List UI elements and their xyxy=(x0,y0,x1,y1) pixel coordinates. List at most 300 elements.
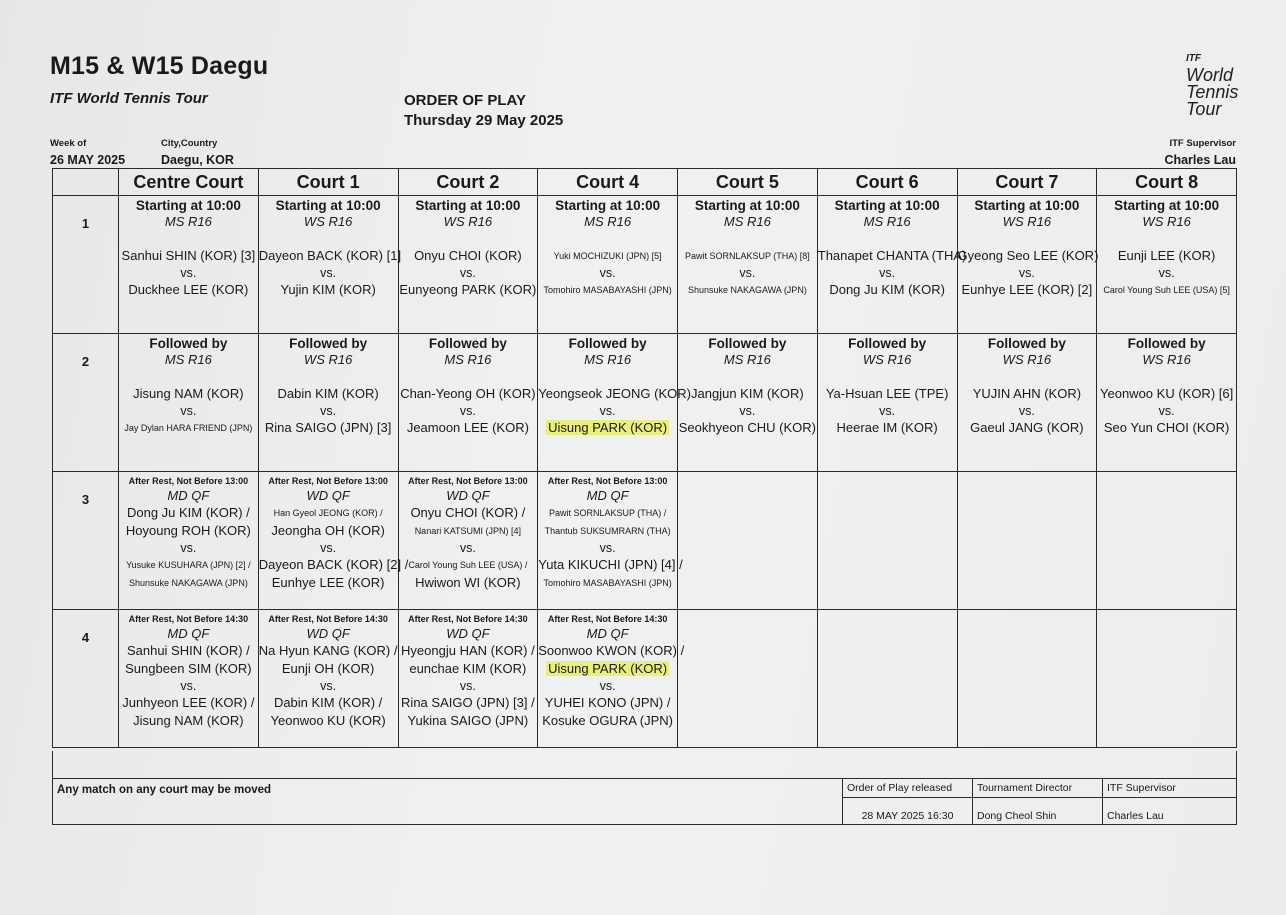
event-round: WS R16 xyxy=(1002,352,1052,367)
match-cell xyxy=(398,334,538,472)
event-round: WS R16 xyxy=(862,352,912,367)
city-block xyxy=(161,136,234,168)
team-1-player-name: Eunji OH (KOR) xyxy=(281,661,375,676)
team-2-player xyxy=(259,694,398,712)
team-2-player xyxy=(538,694,677,712)
team-1-player-name: Jeongha OH (KOR) xyxy=(271,523,385,538)
match-cell xyxy=(258,196,402,334)
match-cell xyxy=(538,472,683,610)
player-2-name: Gaeul JANG (KOR) xyxy=(970,420,1084,435)
row-number: 1 xyxy=(53,196,119,334)
match-cell-content xyxy=(678,336,817,471)
event-round: MS R16 xyxy=(723,214,771,229)
spacer xyxy=(818,368,957,385)
match-cell-content xyxy=(678,472,817,607)
versus-label: vs. xyxy=(1158,266,1175,280)
team-2-player xyxy=(259,712,398,730)
start-time: Followed by xyxy=(568,336,647,351)
player-1 xyxy=(399,385,538,403)
order-title: ORDER OF PLAY xyxy=(404,92,526,109)
player-2 xyxy=(1097,419,1236,437)
match-cell-content xyxy=(538,336,691,471)
team-2-player xyxy=(538,556,683,574)
versus-label: vs. xyxy=(1158,404,1175,418)
spacer xyxy=(259,368,398,385)
match-row xyxy=(53,334,1237,472)
start-time: Starting at 10:00 xyxy=(694,198,800,213)
start-time: Followed by xyxy=(987,336,1066,351)
player-1-name: Sanhui SHIN (KOR) [3] xyxy=(121,248,256,263)
player-1-name: Onyu CHOI (KOR) xyxy=(414,248,522,263)
event-round: WD QF xyxy=(306,488,350,503)
player-1 xyxy=(259,385,398,403)
player-1-name: Yuki MOCHIZUKI (JPN) [5] xyxy=(553,251,662,261)
spacer xyxy=(399,230,538,247)
player-2-name: Seokhyeon CHU (KOR) xyxy=(678,420,817,435)
start-note: After Rest, Not Before 13:00 xyxy=(408,476,528,486)
match-cell xyxy=(957,334,1097,472)
court-header: Court 4 xyxy=(538,169,678,196)
event-round: MS R16 xyxy=(164,214,212,229)
team-1-player-name: Sungbeen SIM (KOR) xyxy=(125,661,252,676)
match-cell-content xyxy=(119,474,258,609)
row-number: 4 xyxy=(53,610,119,748)
player-2 xyxy=(399,419,538,437)
match-cell xyxy=(258,334,398,472)
player-2 xyxy=(678,419,817,437)
released-value: 28 MAY 2025 16:30 xyxy=(843,798,973,825)
versus-label: vs. xyxy=(320,404,337,418)
team-2-player xyxy=(119,694,258,712)
start-time: Followed by xyxy=(1127,336,1206,351)
event-round: WD QF xyxy=(446,488,490,503)
team-2-player-name: Carol Young Suh LEE (USA) / xyxy=(408,560,528,570)
court-header: Court 7 xyxy=(957,169,1097,196)
player-2-name: Rina SAIGO (JPN) [3] xyxy=(264,420,392,435)
event-round: WS R16 xyxy=(1142,352,1191,367)
team-2-player-name: Yusuke KUSUHARA (JPN) [2] / xyxy=(126,560,251,570)
city-label: City,Country xyxy=(161,138,218,149)
versus-label: vs. xyxy=(459,679,476,693)
player-2 xyxy=(119,281,258,299)
team-2-player xyxy=(538,712,677,730)
spacer xyxy=(538,230,677,247)
player-1-name: Thanapet CHANTA (THA) xyxy=(817,248,967,263)
team-2-player xyxy=(399,556,538,574)
versus-label: vs. xyxy=(739,266,756,280)
player-2 xyxy=(818,419,957,437)
team-1-player-name: Hoyoung ROH (KOR) xyxy=(125,523,251,538)
court-header: Court 2 xyxy=(398,169,538,196)
player-2 xyxy=(259,281,398,299)
start-note: After Rest, Not Before 14:30 xyxy=(547,614,668,624)
row-number: 3 xyxy=(53,472,119,610)
event-round: MD QF xyxy=(167,488,210,503)
team-1-player xyxy=(259,522,398,540)
event-round: WS R16 xyxy=(1142,214,1191,229)
match-cell xyxy=(678,334,818,472)
team-2-player xyxy=(119,574,258,592)
start-note: After Rest, Not Before 13:00 xyxy=(268,476,388,486)
spacer xyxy=(678,230,817,247)
start-time: Starting at 10:00 xyxy=(275,198,381,213)
versus-label: vs. xyxy=(879,266,896,280)
spacer xyxy=(119,368,258,385)
team-2-player xyxy=(258,556,409,574)
player-2-name: Duckhee LEE (KOR) xyxy=(128,282,249,297)
match-cell xyxy=(398,472,538,610)
match-cell-content xyxy=(258,474,409,609)
team-1-player xyxy=(399,522,538,540)
match-cell xyxy=(119,472,259,610)
player-2 xyxy=(538,419,677,437)
team-2-player xyxy=(119,712,258,730)
match-cell xyxy=(817,610,957,748)
match-cell xyxy=(1097,196,1237,334)
match-cell xyxy=(957,472,1097,610)
team-1-player-name: Han Gyeol JEONG (KOR) / xyxy=(273,508,383,518)
versus-label: vs. xyxy=(320,541,337,555)
event-round: WS R16 xyxy=(1002,214,1052,229)
match-cell-content xyxy=(958,610,1097,745)
event-round: MS R16 xyxy=(584,214,632,229)
match-cell xyxy=(1097,334,1237,472)
event-round: MS R16 xyxy=(584,352,632,367)
versus-label: vs. xyxy=(459,404,476,418)
versus-label: vs. xyxy=(1018,266,1035,280)
match-cell xyxy=(678,472,818,610)
versus-label: vs. xyxy=(459,541,476,555)
player-1 xyxy=(119,385,258,403)
event-round: WS R16 xyxy=(443,214,493,229)
spacer xyxy=(538,368,677,385)
team-2-player-name: Junhyeon LEE (KOR) / xyxy=(122,695,255,710)
match-cell-content xyxy=(817,198,967,333)
supervisor-value: Charles Lau xyxy=(1164,153,1236,167)
order-of-play-table xyxy=(52,168,1237,748)
player-1-name: Gyeong Seo LEE (KOR) xyxy=(957,248,1099,263)
team-1-player xyxy=(538,522,677,540)
team-1-player-name: Dong Ju KIM (KOR) / xyxy=(126,505,250,520)
team-1-player xyxy=(538,504,677,522)
spacer xyxy=(678,368,817,385)
team-2-player-name: Dayeon BACK (KOR) [2] / xyxy=(258,557,409,572)
player-1 xyxy=(818,385,957,403)
team-2-player-name: Kosuke OGURA (JPN) xyxy=(542,713,673,728)
team-2-player-name: Eunhye LEE (KOR) xyxy=(271,575,385,590)
team-1-player xyxy=(538,660,677,678)
tournament-title: M15 & W15 Daegu xyxy=(50,52,269,80)
match-cell xyxy=(678,196,818,334)
move-notice: Any match on any court may be moved xyxy=(53,779,843,798)
team-2-player-name: Hwiwon WI (KOR) xyxy=(415,575,521,590)
match-cell xyxy=(1097,610,1237,748)
team-1-player-name: Nanari KATSUMI (JPN) [4] xyxy=(414,526,522,536)
start-note: After Rest, Not Before 13:00 xyxy=(547,476,668,486)
match-row xyxy=(53,472,1237,610)
event-round: WS R16 xyxy=(303,352,353,367)
player-2-name: Eunyeong PARK (KOR) xyxy=(399,282,537,297)
team-1-player-name: Uisung PARK (KOR) xyxy=(548,661,668,676)
start-time: Followed by xyxy=(149,336,228,351)
team-1-player xyxy=(119,522,258,540)
player-1 xyxy=(538,247,677,265)
court-header-row xyxy=(53,169,1237,196)
player-2 xyxy=(538,281,677,299)
start-note: After Rest, Not Before 13:00 xyxy=(128,476,249,486)
versus-label: vs. xyxy=(879,404,896,418)
team-2-player xyxy=(399,712,538,730)
event-round: WD QF xyxy=(446,626,490,641)
match-cell-content xyxy=(538,198,677,333)
spacer xyxy=(818,230,957,247)
match-cell-content xyxy=(818,336,957,471)
match-cell xyxy=(398,196,538,334)
match-cell-content xyxy=(1097,610,1236,745)
team-2-player-name: Shunsuke NAKAGAWA (JPN) xyxy=(128,578,248,588)
team-2-player-name: Yukina SAIGO (JPN) xyxy=(407,713,529,728)
player-2-name: Jay Dylan HARA FRIEND (JPN) xyxy=(124,423,253,433)
versus-label: vs. xyxy=(599,404,616,418)
corner-cell xyxy=(53,169,119,196)
player-1-name: Jisung NAM (KOR) xyxy=(133,386,244,401)
match-cell xyxy=(538,196,678,334)
match-cell xyxy=(538,610,685,748)
match-cell-content xyxy=(119,198,258,333)
match-cell xyxy=(678,610,818,748)
blank-row xyxy=(52,751,1237,778)
versus-label: vs. xyxy=(599,266,616,280)
court-header: Court 8 xyxy=(1097,169,1237,196)
event-round: MS R16 xyxy=(164,352,212,367)
match-cell xyxy=(119,610,259,748)
player-1-name: Dayeon BACK (KOR) [1] xyxy=(258,248,402,263)
supervisor-label: ITF Supervisor xyxy=(1169,138,1236,149)
team-2-player xyxy=(399,574,538,592)
player-1-name: Yeonwoo KU (KOR) [6] xyxy=(1100,386,1234,401)
player-1 xyxy=(678,247,817,265)
team-1-player-name: Hyeongju HAN (KOR) / xyxy=(401,643,535,658)
team-1-player xyxy=(538,642,685,660)
versus-label: vs. xyxy=(180,266,197,280)
footer-supervisor-label: ITF Supervisor xyxy=(1103,779,1237,798)
match-cell-content xyxy=(1097,336,1236,471)
city-value: Daegu, KOR xyxy=(161,153,234,167)
player-1 xyxy=(119,247,258,265)
footer-blank xyxy=(53,798,843,825)
start-time: Followed by xyxy=(428,336,507,351)
player-2-name: Eunhye LEE (KOR) [2] xyxy=(961,282,1093,297)
team-1-player-name: Na Hyun KANG (KOR) / xyxy=(258,643,398,658)
spacer xyxy=(119,230,258,247)
match-cell xyxy=(258,610,398,748)
player-1-name: Chan-Yeong OH (KOR) xyxy=(400,386,536,401)
event-round: MD QF xyxy=(586,488,629,503)
versus-label: vs. xyxy=(180,404,197,418)
player-1-name: Dabin KIM (KOR) xyxy=(277,386,379,401)
match-cell-content xyxy=(399,336,538,471)
versus-label: vs. xyxy=(599,541,616,555)
team-1-player xyxy=(259,660,398,678)
team-2-player xyxy=(538,574,677,592)
player-2-name: Yujin KIM (KOR) xyxy=(280,282,376,297)
start-note: After Rest, Not Before 14:30 xyxy=(128,614,249,624)
start-time: Starting at 10:00 xyxy=(1114,198,1220,213)
versus-label: vs. xyxy=(180,679,197,693)
player-1 xyxy=(958,385,1097,403)
footer-supervisor-value: Charles Lau xyxy=(1103,798,1237,825)
player-1 xyxy=(817,247,967,265)
order-of-play-heading xyxy=(404,91,563,131)
start-time: Starting at 10:00 xyxy=(555,198,661,213)
player-2 xyxy=(119,419,258,437)
player-2-name: Seo Yun CHOI (KOR) xyxy=(1103,420,1230,435)
match-cell xyxy=(957,196,1097,334)
team-2-player xyxy=(119,556,258,574)
spacer xyxy=(1097,230,1236,247)
start-note: After Rest, Not Before 14:30 xyxy=(408,614,528,624)
team-1-player-name: Sanhui SHIN (KOR) / xyxy=(126,643,250,658)
event-round: WD QF xyxy=(306,626,350,641)
start-time: Followed by xyxy=(289,336,368,351)
match-cell-content xyxy=(258,198,402,333)
match-cell xyxy=(119,334,259,472)
versus-label: vs. xyxy=(320,679,337,693)
week-block xyxy=(50,136,125,168)
match-cell-content xyxy=(678,198,817,333)
player-2 xyxy=(958,419,1097,437)
player-1 xyxy=(958,247,1097,265)
team-2-player xyxy=(259,574,398,592)
team-1-player xyxy=(119,660,258,678)
match-cell-content xyxy=(119,336,258,471)
match-cell-content xyxy=(1097,198,1236,333)
team-1-player-name: Pawit SORNLAKSUP (THA) / xyxy=(548,508,667,518)
player-2 xyxy=(958,281,1097,299)
match-cell-content xyxy=(958,472,1097,607)
director-label: Tournament Director xyxy=(973,779,1103,798)
match-cell-content xyxy=(399,198,538,333)
match-cell-content xyxy=(1097,472,1236,607)
match-cell xyxy=(817,472,957,610)
player-1 xyxy=(1097,385,1236,403)
match-cell xyxy=(957,610,1097,748)
order-date: Thursday 29 May 2025 xyxy=(404,112,564,129)
team-2-player-name: Yeonwoo KU (KOR) xyxy=(270,713,386,728)
event-round: WS R16 xyxy=(303,214,353,229)
team-1-player xyxy=(399,660,538,678)
team-1-player xyxy=(259,504,398,522)
row-number: 2 xyxy=(53,334,119,472)
match-cell xyxy=(258,472,409,610)
player-2 xyxy=(259,419,398,437)
match-cell xyxy=(1097,472,1237,610)
player-2 xyxy=(818,281,957,299)
match-cell-content xyxy=(538,612,685,747)
footer-table xyxy=(52,778,1237,825)
spacer xyxy=(1097,368,1236,385)
versus-label: vs. xyxy=(180,541,197,555)
team-2-player xyxy=(399,694,538,712)
team-2-player-name: Rina SAIGO (JPN) [3] / xyxy=(401,695,535,710)
player-2-name: Shunsuke NAKAGAWA (JPN) xyxy=(687,285,807,295)
player-2-name: Jeamoon LEE (KOR) xyxy=(406,420,529,435)
week-value: 26 MAY 2025 xyxy=(50,153,126,167)
team-1-player-name: eunchae KIM (KOR) xyxy=(409,661,527,676)
match-cell xyxy=(119,196,259,334)
player-1 xyxy=(399,247,538,265)
director-value: Dong Cheol Shin xyxy=(973,798,1103,825)
match-cell-content xyxy=(399,612,538,747)
week-label: Week of xyxy=(50,138,87,149)
itf-world-tennis-tour-logo: ITF World Tennis Tour xyxy=(1186,53,1239,119)
start-time: Followed by xyxy=(848,336,927,351)
player-1-name: Eunji LEE (KOR) xyxy=(1117,248,1216,263)
team-2-player-name: Tomohiro MASABAYASHI (JPN) xyxy=(543,578,672,588)
match-cell-content xyxy=(119,612,258,747)
match-cell xyxy=(817,334,957,472)
event-round: MS R16 xyxy=(723,352,771,367)
match-cell-content xyxy=(818,472,957,607)
player-1-name: YUJIN AHN (KOR) xyxy=(972,386,1082,401)
versus-label: vs. xyxy=(599,679,616,693)
spacer xyxy=(958,368,1097,385)
match-cell-content xyxy=(678,610,817,745)
spacer xyxy=(259,230,398,247)
team-1-player-name: Soonwoo KWON (KOR) / xyxy=(538,643,685,658)
match-cell-content xyxy=(818,610,957,745)
player-2-name: Carol Young Suh LEE (USA) [5] xyxy=(1103,285,1230,295)
event-round: MS R16 xyxy=(863,214,911,229)
court-header: Court 6 xyxy=(817,169,957,196)
player-1-name: Jangjun KIM (KOR) xyxy=(691,386,804,401)
versus-label: vs. xyxy=(739,404,756,418)
versus-label: vs. xyxy=(320,266,337,280)
match-cell-content xyxy=(259,336,398,471)
player-2-name: Uisung PARK (KOR) xyxy=(548,420,668,435)
court-header: Court 5 xyxy=(678,169,818,196)
player-1-name: Yeongseok JEONG (KOR) xyxy=(538,386,691,401)
match-cell xyxy=(817,196,967,334)
versus-label: vs. xyxy=(1018,404,1035,418)
player-1-name: Pawit SORNLAKSUP (THA) [8] xyxy=(684,251,810,261)
player-2 xyxy=(678,281,817,299)
event-round: MD QF xyxy=(167,626,210,641)
start-time: Starting at 10:00 xyxy=(834,198,940,213)
court-header: Centre Court xyxy=(119,169,259,196)
team-1-player-name: Onyu CHOI (KOR) / xyxy=(410,505,526,520)
start-time: Followed by xyxy=(708,336,787,351)
player-2-name: Dong Ju KIM (KOR) xyxy=(829,282,945,297)
team-1-player xyxy=(399,642,538,660)
versus-label: vs. xyxy=(459,266,476,280)
team-1-player-name: Thantub SUKSUMRARN (THA) xyxy=(544,526,671,536)
team-1-player xyxy=(259,642,398,660)
released-label: Order of Play released xyxy=(843,779,973,798)
team-1-player xyxy=(119,642,258,660)
spacer xyxy=(399,368,538,385)
start-time: Starting at 10:00 xyxy=(135,198,241,213)
team-2-player-name: Yuta KIKUCHI (JPN) [4] / xyxy=(538,557,683,572)
match-cell-content xyxy=(958,336,1097,471)
match-cell-content xyxy=(399,474,538,609)
start-note: After Rest, Not Before 14:30 xyxy=(268,614,388,624)
start-time: Starting at 10:00 xyxy=(974,198,1080,213)
team-1-player xyxy=(119,504,258,522)
player-1-name: Ya-Hsuan LEE (TPE) xyxy=(825,386,949,401)
player-1 xyxy=(258,247,402,265)
match-cell xyxy=(398,610,538,748)
